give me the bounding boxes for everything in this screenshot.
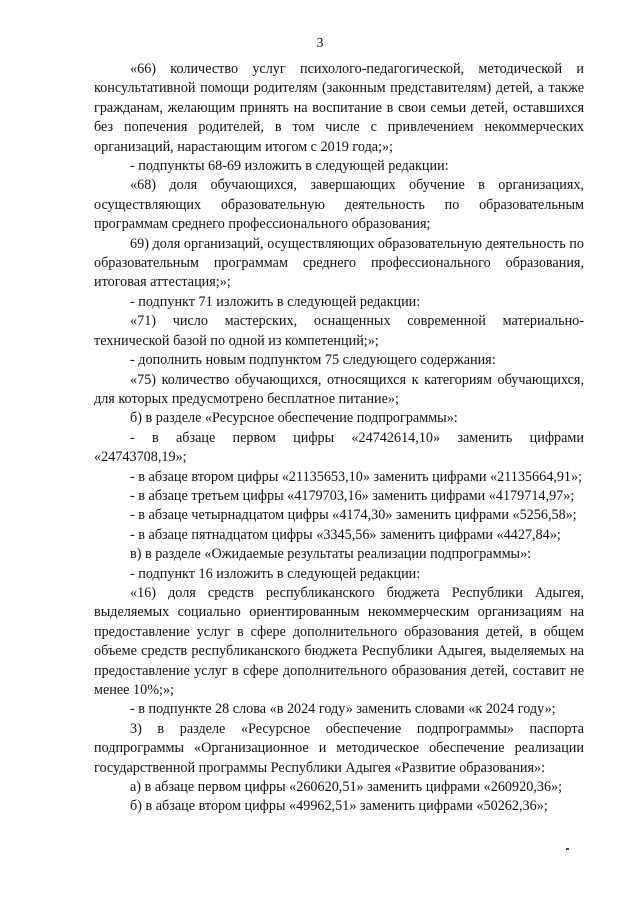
- page-number: 3: [316, 36, 324, 51]
- paragraph: - в абзаце первом цифры «24742614,10» заменить цифрами «24743708,19»;: [94, 429, 584, 466]
- paragraph: б) в разделе «Ресурсное обеспечение подпрограммы»:: [130, 410, 458, 427]
- paragraph: «16) доля средств республиканского бюджета Республики Адыгея, выделяемых социально ориентированным некоммерческим организациям на предоставление услуг в сфере дополнительного образования детей, в общем объеме средств республиканского бюджета Республики Адыгея, выделяемых на предоставление услуг в сфере дополнительного образования детей, составит не менее 10%;»;: [94, 584, 584, 698]
- paragraph: «66) количество услуг психолого-педагогической, методической и консультативной помощи родителям (законным представителям) детей, а также гражданам, желающим принять на воспитание в свои семьи детей, оставшихся без попечения родителей, в том числе с привлечением некоммерческих организаций, нарастающим итогом с 2019 года;»;: [94, 61, 584, 155]
- paragraph: а) в абзаце первом цифры «260620,51» заменить цифрами «260920,36»;: [130, 779, 563, 796]
- paragraph: 3) в разделе «Ресурсное обеспечение подпрограммы» паспорта подпрограммы «Организационное и методическое обеспечение реализации государственной программы Республики Адыгея «Развитие образования»:: [94, 720, 584, 776]
- paragraph: - подпункты 68-69 изложить в следующей редакции:: [130, 158, 449, 175]
- paragraph: - в абзаце пятнадцатом цифры «3345,56» заменить цифрами «4427,84»;: [130, 526, 561, 543]
- paragraph: - в абзаце третьем цифры «4179703,16» заменить цифрами «4179714,97»;: [130, 487, 575, 504]
- document-body: [94, 60, 584, 817]
- scan-speck: [566, 848, 569, 850]
- paragraph: - в абзаце четырнадцатом цифры «4174,30» заменить цифрами «5256,58»;: [130, 507, 577, 524]
- paragraph: «71) число мастерских, оснащенных современной материально-технической базой по одной из компетенций;»;: [94, 313, 584, 349]
- paragraph: - подпункт 71 изложить в следующей редакции:: [130, 293, 421, 310]
- paragraph: в) в разделе «Ожидаемые результаты реализации подпрограммы»:: [130, 546, 532, 563]
- paragraph: «75) количество обучающихся, относящихся к категориям обучающихся, для которых предусмотрено бесплатное питание»;: [94, 371, 584, 407]
- paragraph: «68) доля обучающихся, завершающих обучение в организациях, осуществляющих образовательную деятельность по образовательным программам среднего профессионального образования;: [94, 177, 584, 233]
- paragraph: - дополнить новым подпунктом 75 следующего содержания:: [130, 352, 496, 369]
- paragraph: - в абзаце втором цифры «21135653,10» заменить цифрами «21135664,91»;: [130, 468, 583, 485]
- paragraph: - подпункт 16 изложить в следующей редакции:: [130, 565, 421, 582]
- paragraph: - в подпункте 28 слова «в 2024 году» заменить словами «к 2024 году»;: [130, 701, 556, 718]
- paragraph: б) в абзаце втором цифры «49962,51» заменить цифрами «50262,36»;: [130, 798, 548, 815]
- paragraph: 69) доля организаций, осуществляющих образовательную деятельность по образовательным программам среднего профессионального образования, итоговая аттестация;»;: [94, 235, 584, 291]
